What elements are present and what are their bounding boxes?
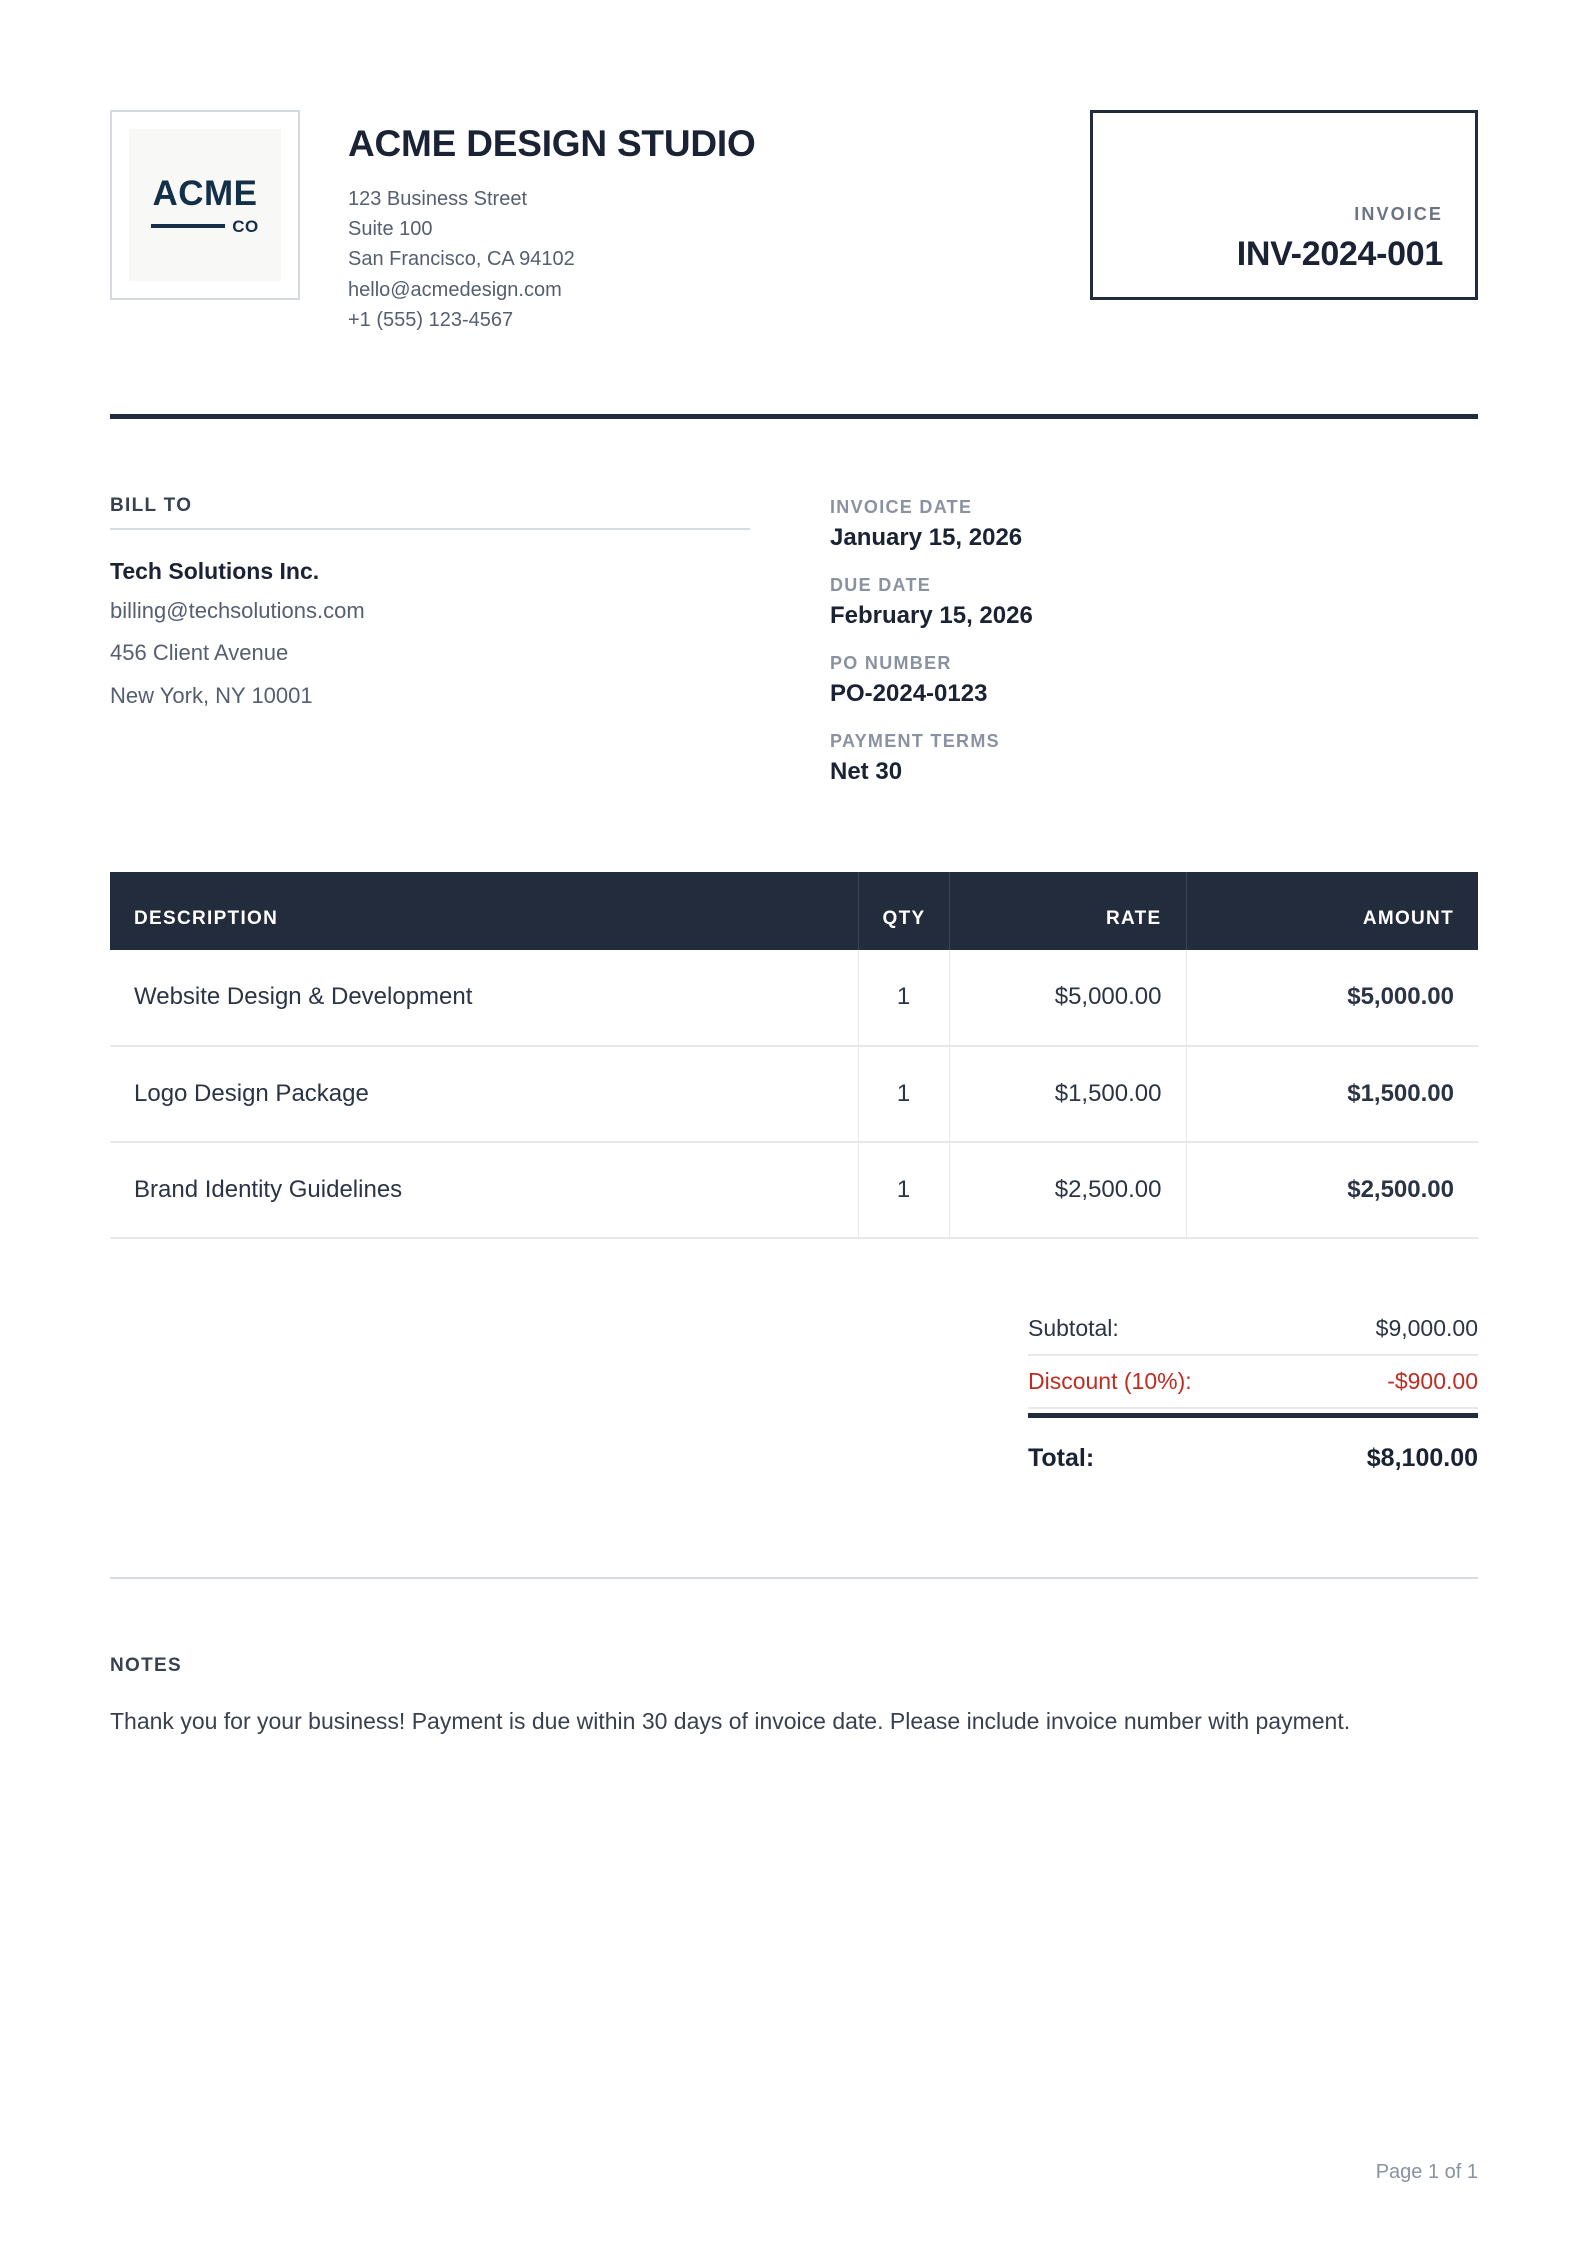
subtotal-row — [1028, 1303, 1478, 1356]
client-email: billing@techsolutions.com — [110, 597, 365, 623]
cell-description: Brand Identity Guidelines — [110, 1142, 858, 1238]
due-date-label: DUE DATE — [830, 574, 932, 595]
notes-label: NOTES — [110, 1654, 182, 1676]
bill-to-block — [110, 495, 830, 786]
column-header-description: DESCRIPTION — [110, 872, 858, 950]
notes-section — [110, 1655, 1478, 1740]
logo-wordmark: ACME — [152, 173, 258, 213]
notes-text: Thank you for your business! Payment is due within 30 days of invoice date. Please include invoice number with payment. — [110, 1707, 1351, 1734]
logo-rule-row — [151, 218, 259, 235]
cell-description: Website Design & Development — [110, 950, 858, 1046]
client-address-line: New York, NY 10001 — [110, 682, 313, 708]
payment-terms-value: Net 30 — [830, 757, 903, 785]
po-number-label: PO NUMBER — [830, 652, 952, 673]
table-row — [110, 950, 1478, 1046]
notes-divider — [110, 1577, 1478, 1579]
po-number-value: PO-2024-0123 — [830, 679, 988, 707]
table-body — [110, 950, 1478, 1238]
invoice-label: INVOICE — [1354, 204, 1443, 224]
cell-qty: 1 — [858, 1046, 949, 1142]
table-row — [110, 1142, 1478, 1238]
invoice-header — [110, 110, 1478, 336]
logo-mark — [129, 129, 281, 281]
line-items-table — [110, 872, 1478, 1239]
header-divider — [110, 414, 1478, 419]
company-phone: +1 (555) 123-4567 — [348, 309, 514, 332]
table-header-row — [110, 872, 1478, 950]
discount-value: -$900.00 — [1387, 1367, 1478, 1394]
page-footer: Page 1 of 1 — [1375, 2161, 1478, 2183]
bill-to-label: BILL TO — [110, 495, 750, 530]
company-name: ACME DESIGN STUDIO — [348, 123, 756, 164]
subtotal-value: $9,000.00 — [1375, 1314, 1478, 1341]
company-info — [348, 110, 756, 336]
parties-section — [110, 495, 1478, 786]
cell-qty: 1 — [858, 1142, 949, 1238]
company-address-line: Suite 100 — [348, 218, 433, 241]
client-name: Tech Solutions Inc. — [110, 557, 320, 584]
cell-rate: $5,000.00 — [949, 950, 1186, 1046]
column-header-rate: RATE — [949, 872, 1186, 950]
due-date-value: February 15, 2026 — [830, 601, 1033, 629]
total-value: $8,100.00 — [1366, 1443, 1478, 1472]
company-logo — [110, 110, 300, 300]
discount-row — [1028, 1356, 1478, 1409]
invoice-date-label: INVOICE DATE — [830, 496, 973, 517]
cell-description: Logo Design Package — [110, 1046, 858, 1142]
cell-rate: $1,500.00 — [949, 1046, 1186, 1142]
column-header-qty: QTY — [858, 872, 949, 950]
totals-block — [1028, 1303, 1478, 1485]
invoice-date-value: January 15, 2026 — [830, 523, 1023, 551]
invoice-number-box — [1090, 110, 1478, 300]
column-header-amount: AMOUNT — [1186, 872, 1478, 950]
subtotal-label: Subtotal: — [1028, 1314, 1119, 1341]
cell-amount: $5,000.00 — [1186, 950, 1478, 1046]
table-header — [110, 872, 1478, 950]
total-row — [1028, 1413, 1478, 1485]
cell-amount: $2,500.00 — [1186, 1142, 1478, 1238]
cell-rate: $2,500.00 — [949, 1142, 1186, 1238]
invoice-meta-block — [830, 495, 1033, 786]
invoice-number: INV-2024-001 — [1236, 235, 1443, 273]
cell-amount: $1,500.00 — [1186, 1046, 1478, 1142]
company-email: hello@acmedesign.com — [348, 278, 562, 301]
total-label: Total: — [1028, 1443, 1095, 1472]
logo-subtext: CO — [232, 216, 259, 236]
company-address-line: 123 Business Street — [348, 187, 527, 210]
table-row — [110, 1046, 1478, 1142]
totals-section — [110, 1303, 1478, 1485]
payment-terms-label: PAYMENT TERMS — [830, 730, 1000, 751]
cell-qty: 1 — [858, 950, 949, 1046]
client-address-line: 456 Client Avenue — [110, 640, 289, 666]
company-address-line: San Francisco, CA 94102 — [348, 248, 575, 271]
logo-divider-line — [151, 224, 225, 228]
brand-block — [110, 110, 756, 336]
discount-label: Discount (10%): — [1028, 1367, 1192, 1394]
